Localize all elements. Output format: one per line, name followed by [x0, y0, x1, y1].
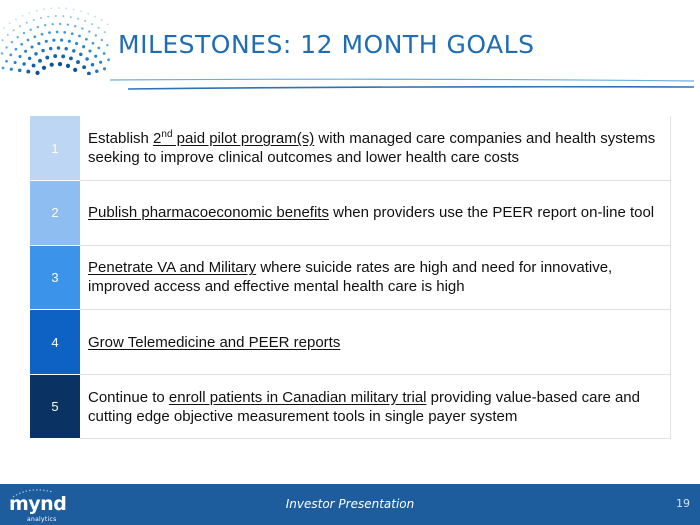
page-number: 19 — [676, 497, 690, 510]
logo-dot — [37, 42, 40, 45]
logo-dot — [80, 10, 82, 12]
logo-dot — [7, 34, 9, 36]
logo-dot — [88, 49, 91, 52]
goal-highlight — [88, 259, 256, 276]
logo-dot — [63, 31, 66, 34]
goal-number: 3 — [30, 245, 80, 310]
logo-dot — [30, 45, 33, 48]
logo-dot — [59, 23, 61, 25]
logo-dot — [87, 72, 91, 75]
logo-dot — [81, 27, 83, 29]
logo-dot — [29, 12, 31, 14]
logo-dot — [44, 24, 46, 26]
goal-highlight-text: Publish pharmacoeconomic benefits — [88, 204, 329, 222]
goal-number: 2 — [30, 181, 80, 246]
goal-number: 1 — [30, 116, 80, 181]
logo-dot — [5, 46, 7, 48]
title-underline — [110, 72, 700, 94]
logo-dot — [101, 39, 103, 41]
logo-dot — [9, 54, 12, 57]
logo-dot — [62, 15, 64, 17]
logo-dot — [17, 36, 19, 38]
goal-text-after: when providers use the PEER report on-line tool — [328, 204, 655, 222]
logo-dot — [71, 32, 74, 35]
goal-text-after: providing value-based care and cutting edge objective measurement tools in single payer system — [88, 388, 640, 425]
logo-dot — [41, 49, 44, 52]
logo-dot — [33, 35, 36, 38]
logo-dot — [22, 62, 25, 65]
logo-dot — [18, 69, 21, 72]
logo-dot — [79, 53, 82, 56]
logo-dot — [77, 18, 79, 20]
goal-text-after: with managed care companies and health systems seeking to improve clinical outcomes and lower health care costs — [88, 130, 656, 167]
logo-dot — [15, 18, 17, 20]
logo-dot — [70, 16, 72, 18]
logo-dot — [53, 54, 57, 58]
logo-dot — [91, 23, 93, 25]
logo-dot — [103, 52, 106, 55]
logo-dot — [58, 7, 60, 9]
table-row — [30, 245, 671, 310]
logo-dot — [67, 24, 69, 26]
logo-dot — [34, 52, 37, 55]
logo-dot — [48, 31, 51, 34]
logo-dot — [68, 40, 71, 43]
logo-dot — [107, 58, 110, 61]
goal-highlight-text: 2 — [153, 130, 162, 148]
logo-dot — [9, 22, 11, 24]
logo-dot — [91, 63, 94, 66]
logo-dot — [38, 59, 42, 63]
logo-dot — [37, 26, 39, 28]
logo-dot — [64, 47, 67, 50]
logo-dot — [28, 57, 31, 60]
goal-highlight-text: Grow Telemedicine and PEER reports — [88, 333, 341, 351]
logo-dot — [22, 15, 24, 17]
goal-description — [80, 374, 671, 439]
logo-dot — [50, 63, 54, 67]
logo-dot — [65, 8, 67, 10]
logo-dot — [75, 42, 78, 45]
logo-dot — [41, 33, 44, 36]
logo-dot — [55, 15, 57, 17]
table-row — [30, 374, 671, 439]
logo-dot — [57, 46, 60, 49]
logo-dot — [11, 41, 13, 43]
logo-dot — [1, 52, 3, 54]
logo-dot — [15, 48, 18, 51]
logo-dot — [3, 27, 5, 29]
logo-dot — [87, 13, 89, 15]
goal-highlight — [88, 334, 340, 351]
logo-dot — [18, 55, 21, 58]
logo-dot — [1, 39, 3, 41]
logo-dot — [20, 43, 23, 46]
goal-text-before: Establish — [88, 130, 154, 148]
logo-dot — [82, 45, 85, 48]
brand-sub: analytics — [27, 516, 57, 523]
logo-dot — [99, 61, 102, 64]
logo-dot — [27, 39, 30, 42]
logo-dot — [61, 54, 65, 58]
logo-dot — [72, 49, 75, 52]
logo-dot — [45, 56, 49, 60]
logo-dot — [33, 19, 35, 21]
goal-highlight — [169, 389, 427, 406]
logo-dot — [84, 20, 86, 22]
table-row — [30, 310, 671, 375]
logo-dot — [52, 23, 54, 25]
logo-dot — [95, 34, 97, 36]
logo-dot — [97, 47, 100, 50]
logo-dot — [98, 27, 100, 29]
logo-dot — [85, 57, 88, 60]
logo-dot — [104, 31, 106, 33]
logo-dot — [2, 67, 5, 70]
logo-dot — [56, 31, 59, 34]
table-row — [30, 116, 671, 181]
logo-dot — [94, 16, 96, 18]
logo-dot — [88, 30, 90, 32]
page-title: MILESTONES: 12 MONTH GOALS — [118, 30, 535, 59]
goal-description — [80, 181, 671, 246]
logo-dot — [52, 39, 55, 42]
goal-highlight-rest: paid pilot program(s) — [172, 130, 315, 148]
logo-dot — [13, 29, 15, 31]
logo-dot — [107, 23, 109, 25]
logo-dot — [24, 50, 27, 53]
logo-dot — [14, 61, 17, 64]
logo-dot — [47, 16, 49, 18]
logo-dot — [94, 55, 97, 58]
goal-highlight-superscript: nd — [161, 129, 173, 141]
logo-dot — [23, 32, 25, 34]
milestones-table — [30, 116, 671, 439]
logo-dot — [49, 47, 52, 50]
goal-number: 5 — [30, 374, 80, 439]
logo-dot — [19, 25, 21, 27]
logo-dot — [60, 39, 63, 42]
logo-dot — [103, 67, 106, 70]
logo-dot — [85, 38, 88, 41]
logo-dot — [69, 56, 73, 60]
logo-dot — [66, 64, 70, 68]
logo-dot — [78, 35, 81, 38]
logo-dot — [45, 40, 48, 43]
logo-dot — [26, 70, 30, 74]
logo-dot — [82, 65, 86, 69]
logo-dot — [26, 22, 28, 24]
logo-dot — [73, 9, 75, 11]
footer-bar — [0, 484, 700, 525]
goal-highlight — [153, 130, 314, 147]
logo-dot — [5, 60, 8, 63]
logo-dot — [40, 17, 42, 19]
goal-description — [80, 116, 671, 181]
logo-dot — [43, 8, 45, 10]
logo-dot — [58, 62, 62, 66]
logo-dot — [42, 66, 46, 70]
goal-number: 4 — [30, 310, 80, 375]
logo-dot — [92, 42, 95, 45]
logo-dot — [95, 69, 98, 72]
logo-dot — [51, 7, 53, 9]
logo-dot — [76, 60, 80, 64]
logo-dot — [10, 68, 13, 71]
logo-dot — [74, 25, 76, 27]
logo-dot — [32, 64, 36, 68]
goal-highlight — [88, 204, 329, 221]
goal-description — [80, 245, 671, 310]
logo-dot — [35, 71, 39, 75]
logo-dot — [73, 68, 77, 72]
logo-dot — [36, 10, 38, 12]
goal-text-before: Continue to — [88, 388, 169, 406]
goal-highlight-text: enroll patients in Canadian military trial — [168, 388, 427, 406]
logo-dot — [106, 44, 108, 46]
logo-dot-arc — [0, 0, 110, 75]
table-row — [30, 181, 671, 246]
goal-text-after: where suicide rates are high and need for innovative, improved access and effective mental health care is high — [88, 259, 613, 296]
logo-dot — [30, 29, 32, 31]
goal-highlight-text: Penetrate VA and Military — [88, 259, 257, 277]
brand-name: mynd — [9, 493, 67, 515]
footer-label: Investor Presentation — [285, 497, 415, 511]
logo-dot — [101, 19, 103, 21]
goal-description — [80, 310, 671, 375]
